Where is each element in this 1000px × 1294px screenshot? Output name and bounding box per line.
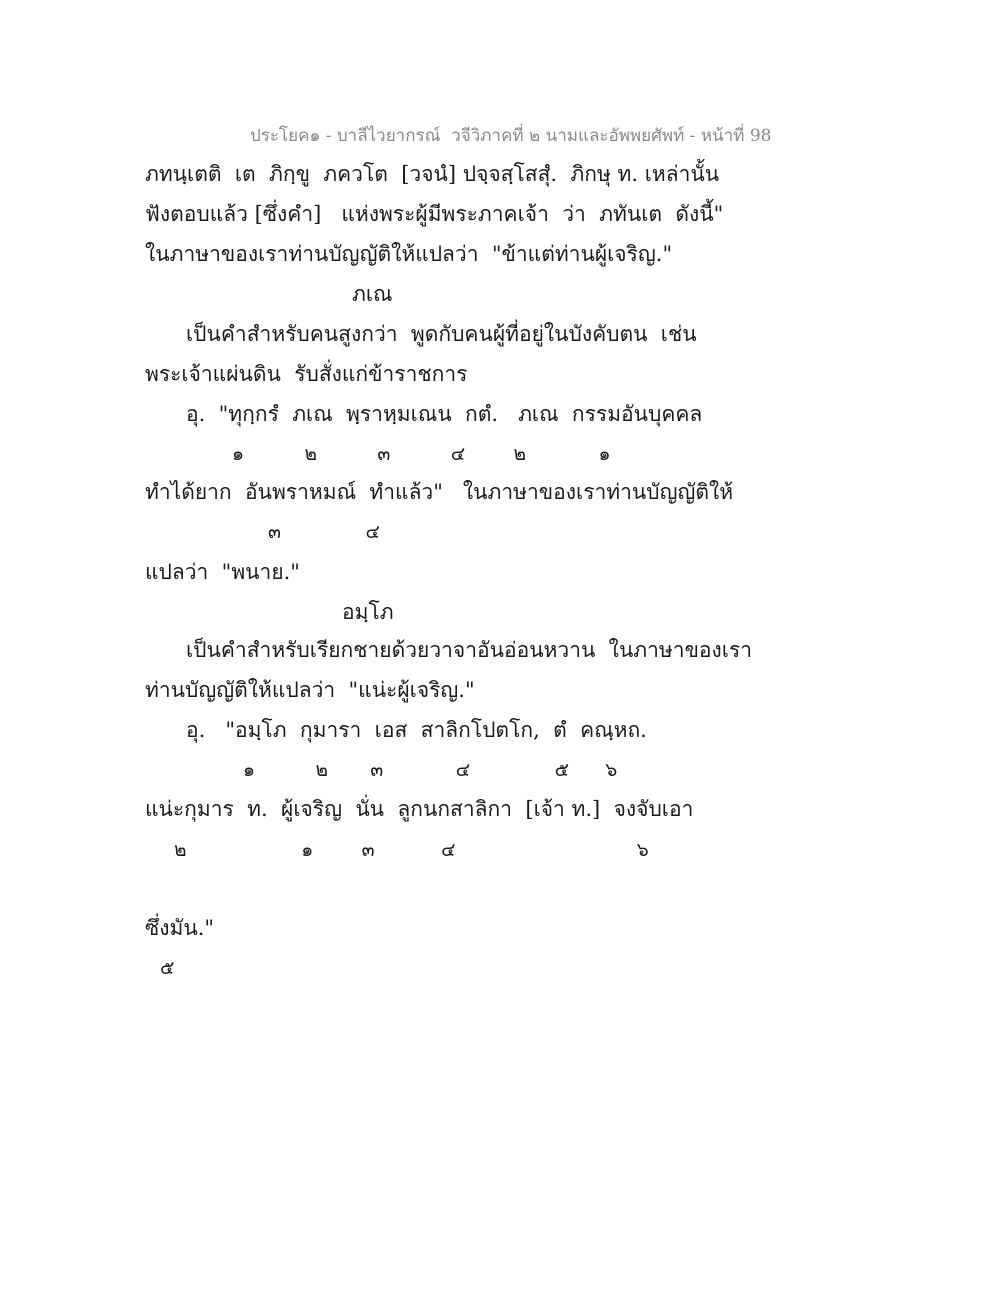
text-line-1: ภทนฺเตติ เต ภิกฺขู ภควโต [วจนํ] ปจฺจสฺโสสุํ. ภิกษุ ท. เหล่านั้น: [145, 162, 720, 186]
example-line-2: อุ. "อมฺโภ กุมารา เอส สาลิกโปตโก, ตํ คณฺหถ.: [186, 718, 647, 742]
section-heading-bhane: ภเณ: [352, 282, 393, 306]
text-line-5: เป็นคำสำหรับคนสูงกว่า พูดกับคนผู้ที่อยู่ในบังคับตน เช่น: [186, 322, 697, 346]
running-header: ประโยค๑ - บาลีไวยากรณ์ วจีวิภาคที่ ๒ นามและอัพพยศัพท์ - หน้าที่ 98: [250, 126, 772, 146]
numbering-line-1: ๑ ๒ ๓ ๔ ๒ ๑: [232, 443, 611, 465]
text-line-2: ฟังตอบแล้ว [ซึ่งคำ] แห่งพระผู้มีพระภาคเจ้า ว่า ภทันเต ดังนี้": [145, 202, 724, 226]
numbering-line-3: ๑ ๒ ๓ ๔ ๕ ๖: [243, 759, 618, 781]
text-line-17: แน่ะกุมาร ท. ผู้เจริญ นั่น ลูกนกสาลิกา [เจ้า ท.] จงจับเอา: [145, 797, 694, 821]
text-line-19: ซึ่งมัน.": [145, 916, 215, 940]
section-heading-ambho: อมฺโภ: [342, 600, 394, 624]
text-line-3: ในภาษาของเราท่านบัญญัติให้แปลว่า "ข้าแต่ท่านผู้เจริญ.": [145, 242, 673, 266]
text-line-11: แปลว่า "พนาย.": [145, 560, 300, 584]
example-line-1: อุ. "ทุกฺกรํ ภเณ พฺราหฺมเณน กตํ. ภเณ กรรมอันบุคคล: [186, 402, 703, 426]
text-line-6: พระเจ้าแผ่นดิน รับสั่งแก่ข้าราชการ: [145, 362, 468, 386]
numbering-line-2: ๓ ๔: [268, 521, 380, 543]
text-line-14: ท่านบัญญัติให้แปลว่า "แน่ะผู้เจริญ.": [145, 678, 475, 702]
text-line-13: เป็นคำสำหรับเรียกชายด้วยวาจาอันอ่อนหวาน ในภาษาของเรา: [186, 638, 753, 662]
text-line-9: ทำได้ยาก อันพราหมณ์ ทำแล้ว" ในภาษาของเราท่านบัญญัติให้: [145, 480, 734, 504]
numbering-line-5: ๕: [160, 957, 175, 979]
numbering-line-4: ๒ ๑ ๓ ๔ ๖: [174, 839, 649, 861]
